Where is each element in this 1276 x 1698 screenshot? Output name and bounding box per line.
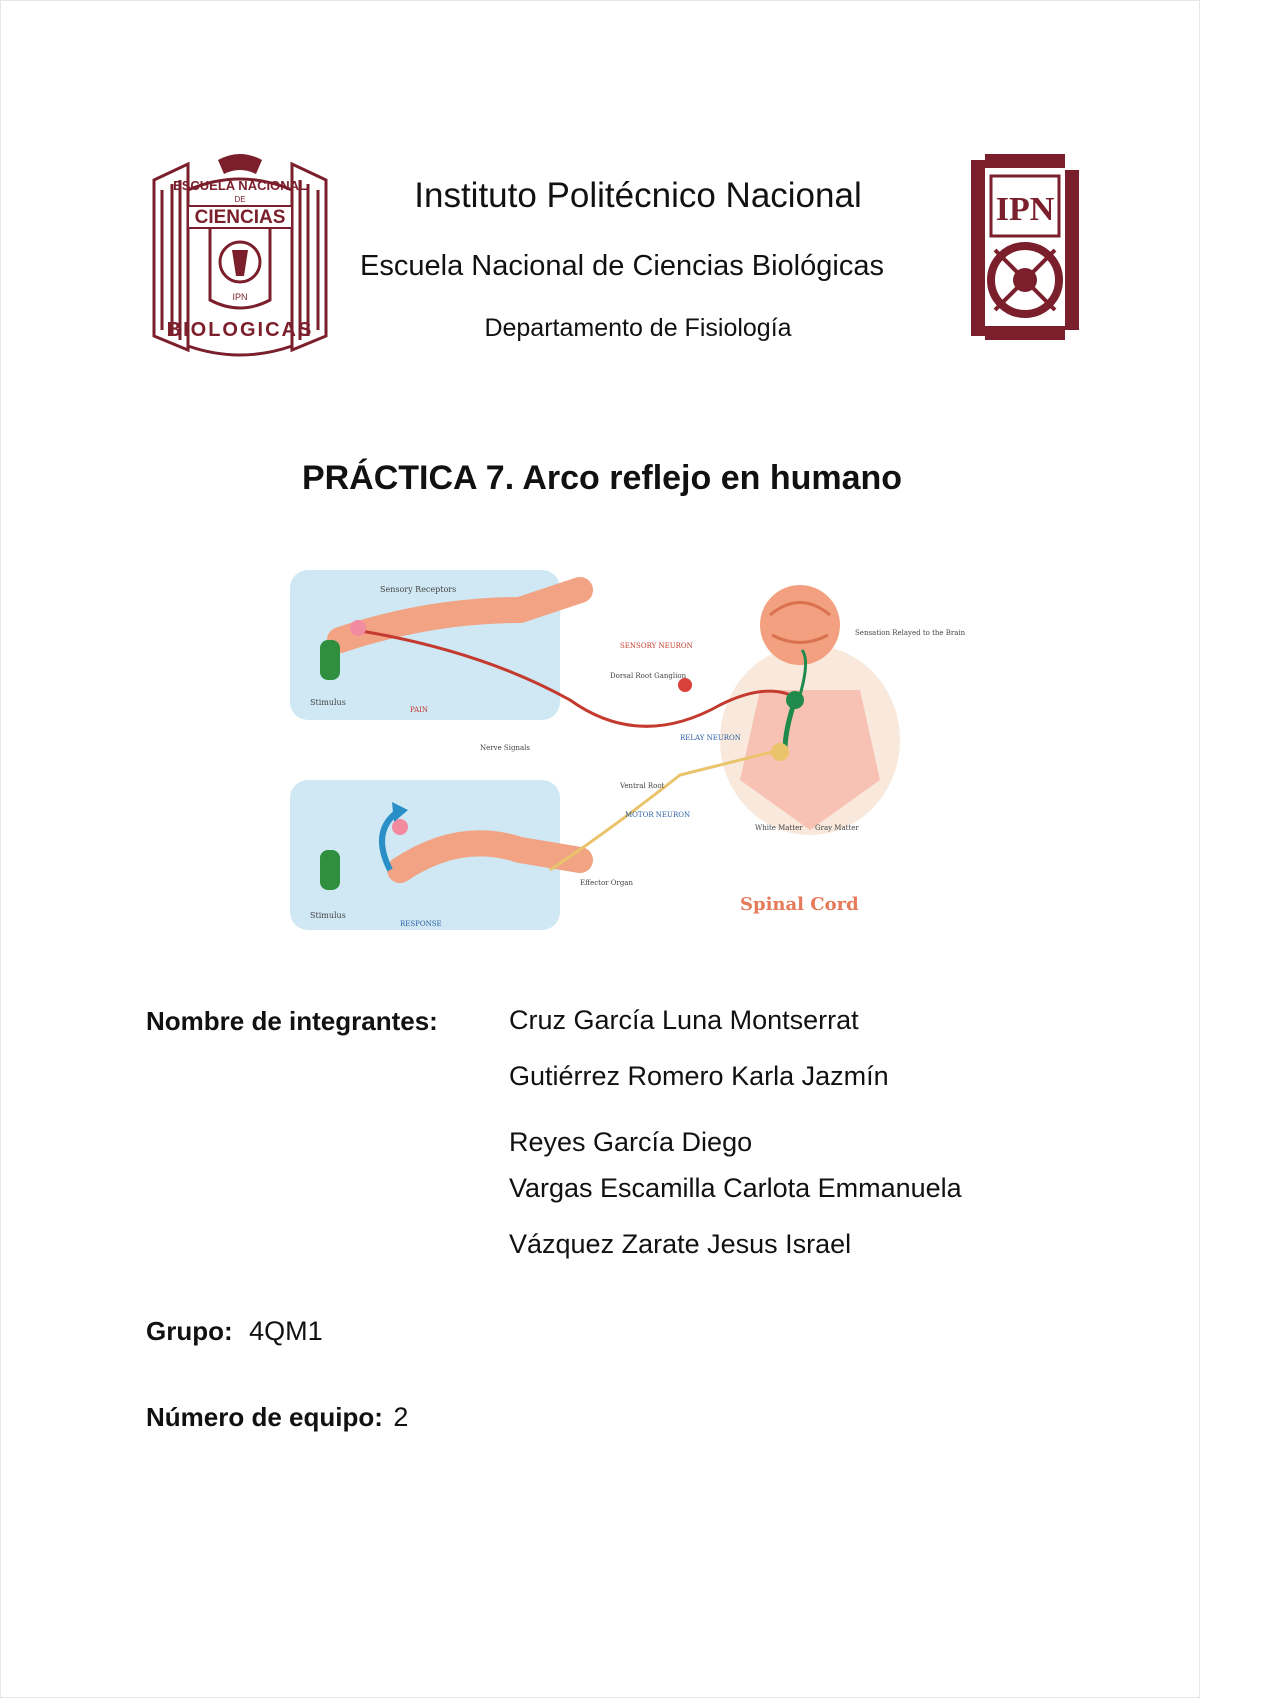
- department-heading: Departamento de Fisiología: [484, 314, 792, 342]
- label-stimulus-top: Stimulus: [310, 698, 346, 707]
- institution-heading: Instituto Politécnico Nacional: [414, 176, 862, 215]
- practice-title: PRÁCTICA 7. Arco reflejo en humano: [301, 459, 903, 497]
- encb-logo-top-text: ESCUELA NACIONAL: [173, 178, 307, 193]
- group-label: Grupo:: [146, 1316, 233, 1346]
- member-name: Vázquez Zarate Jesus Israel: [509, 1229, 852, 1259]
- group-value: 4QM1: [249, 1316, 323, 1346]
- encb-logo-ipn-text: IPN: [232, 292, 248, 302]
- label-gray-matter: Gray Matter: [815, 824, 859, 832]
- label-stimulus-bottom: Stimulus: [310, 911, 346, 920]
- member-name: Vargas Escamilla Carlota Emmanuela: [509, 1173, 962, 1203]
- reflex-arc-diagram: [280, 530, 966, 960]
- encb-logo-side-text: BIOLOGICAS: [166, 319, 314, 341]
- label-pain: PAIN: [410, 706, 429, 714]
- team-label: Número de equipo:: [146, 1402, 383, 1432]
- label-ventral-root: Ventral Root: [620, 782, 665, 790]
- label-effector-organ: Effector Organ: [580, 879, 633, 887]
- group-row: [146, 1316, 323, 1347]
- encb-logo-main-text: CIENCIAS: [194, 207, 286, 228]
- label-white-matter: White Matter: [755, 824, 803, 832]
- team-row: [146, 1402, 408, 1433]
- member-name: Cruz García Luna Montserrat: [509, 1005, 859, 1035]
- encb-logo-de-text: DE: [234, 195, 246, 204]
- label-sensory-neuron: SENSORY NEURON: [620, 642, 693, 650]
- label-spinal-cord: Spinal Cord: [740, 894, 859, 915]
- school-heading: Escuela Nacional de Ciencias Biológicas: [360, 250, 884, 282]
- label-motor-neuron: MOTOR NEURON: [625, 811, 691, 819]
- members-label: Nombre de integrantes:: [146, 1006, 438, 1036]
- label-sensation: Sensation Relayed to the Brain: [855, 629, 966, 637]
- ipn-logo-text: IPN: [995, 191, 1055, 228]
- label-response: RESPONSE: [400, 920, 442, 928]
- member-name: Reyes García Diego: [509, 1127, 753, 1157]
- label-dorsal-root: Dorsal Root Ganglion: [610, 672, 687, 680]
- team-value: 2: [393, 1402, 409, 1432]
- label-nerve-signals: Nerve Signals: [480, 744, 530, 752]
- member-name: Gutiérrez Romero Karla Jazmín: [509, 1061, 889, 1091]
- label-relay-neuron: RELAY NEURON: [680, 734, 741, 742]
- label-sensory-receptors: Sensory Receptors: [380, 585, 457, 594]
